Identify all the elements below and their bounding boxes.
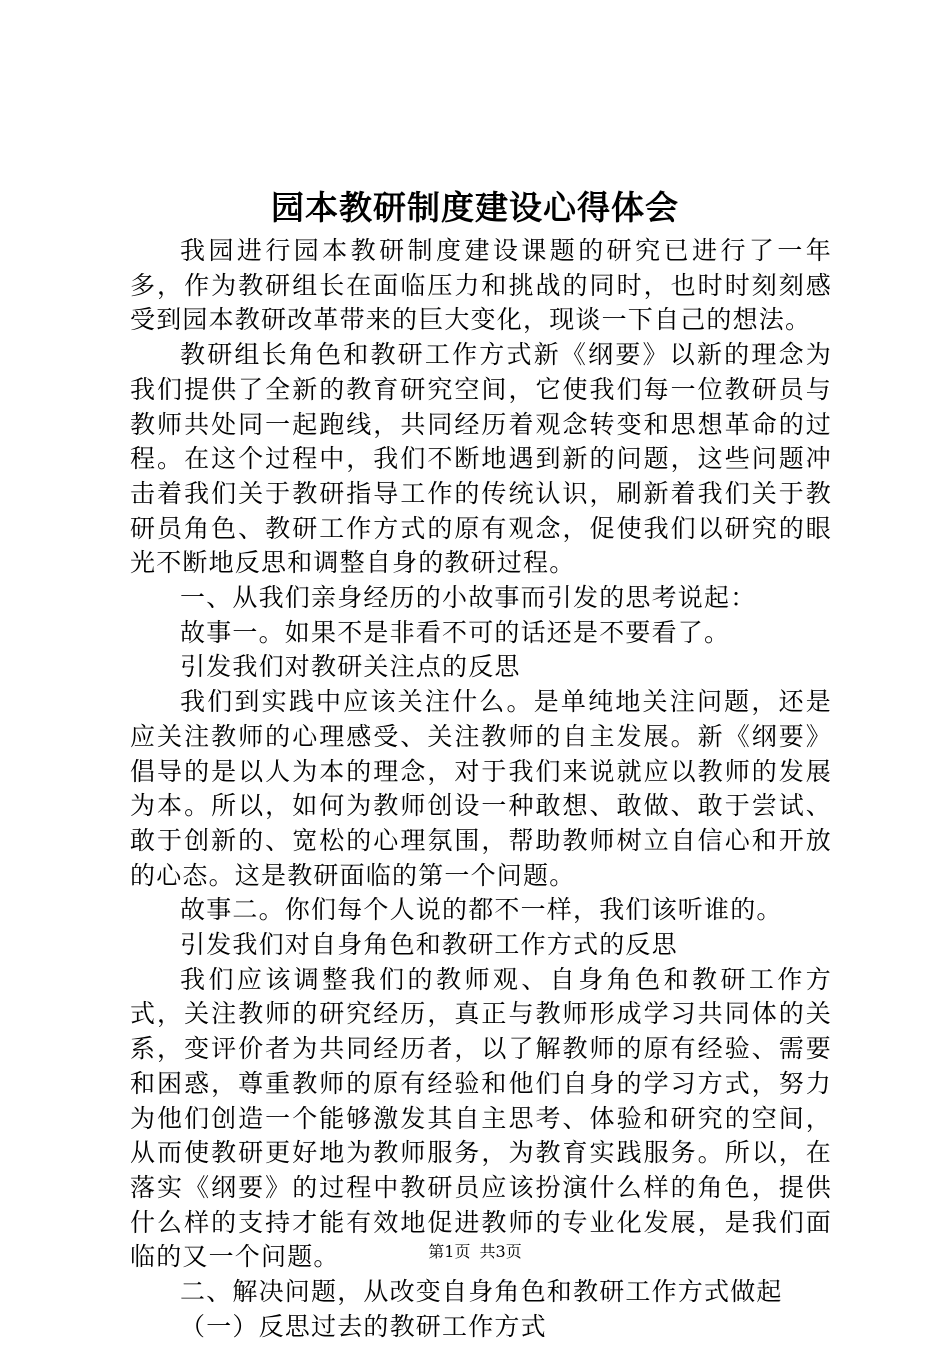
section-heading: 一、从我们亲身经历的小故事而引发的思考说起： <box>180 583 757 613</box>
document-title: 园本教研制度建设心得体会 <box>271 188 679 227</box>
section-heading: 二、解决问题，从改变自身角色和教研工作方式做起 <box>180 1277 783 1307</box>
page-footer <box>0 1240 950 1264</box>
page-total: 共3页 <box>479 1242 522 1261</box>
paragraph: 我们应该调整我们的教师观、自身角色和教研工作方式，关注教师的研究经历，真正与教师形成学习共同体的关系，变评价者为共同经历者，以了解教师的原有经验、需要和困惑，尊重教师的原有经验和他们自身的学习方式，努力为他们创造一个能够激发其自主思考、体验和研究的空间，从而使教研更好地为教师服务，为教育实践服务。所以，在落实《纲要》的过程中教研员应该扮演什么样的角色，提供什么样的支持才能有效地促进教师的专业化发展，是我们面临的又一个问题。 <box>130 964 832 1272</box>
story-heading: 故事一。如果不是非看不可的话还是不要看了。 <box>180 617 731 647</box>
subheading: 引发我们对教研关注点的反思 <box>180 652 521 682</box>
document-body <box>130 234 832 1345</box>
paragraph: 教研组长角色和教研工作方式新《纲要》以新的理念为我们提供了全新的教育研究空间，它使我们每一位教研员与教师共处同一起跑线，共同经历着观念转变和思想革命的过程。在这个过程中，我们不断地遇到新的问题，这些问题冲击着我们关于教研指导工作的传统认识，刷新着我们关于教研员角色、教研工作方式的原有观念，促使我们以研究的眼光不断地反思和调整自身的教研过程。 <box>130 340 832 578</box>
page-number: 第1页 <box>428 1242 471 1261</box>
paragraph: 我们到实践中应该关注什么。是单纯地关注问题，还是应关注教师的心理感受、关注教师的自主发展。新《纲要》倡导的是以人为本的理念，对于我们来说就应以教师的发展为本。所以，如何为教师创设一种敢想、敢做、敢于尝试、敢于创新的、宽松的心理氛围，帮助教师树立自信心和开放的心态。这是教研面临的第一个问题。 <box>130 687 832 890</box>
paragraph: 我园进行园本教研制度建设课题的研究已进行了一年多，作为教研组长在面临压力和挑战的同时，也时时刻刻感受到园本教研改革带来的巨大变化，现谈一下自己的想法。 <box>130 236 832 335</box>
story-heading: 故事二。你们每个人说的都不一样，我们该听谁的。 <box>180 895 783 925</box>
subsection-heading: （一）反思过去的教研工作方式 <box>180 1311 547 1341</box>
subheading: 引发我们对自身角色和教研工作方式的反思 <box>180 930 678 960</box>
